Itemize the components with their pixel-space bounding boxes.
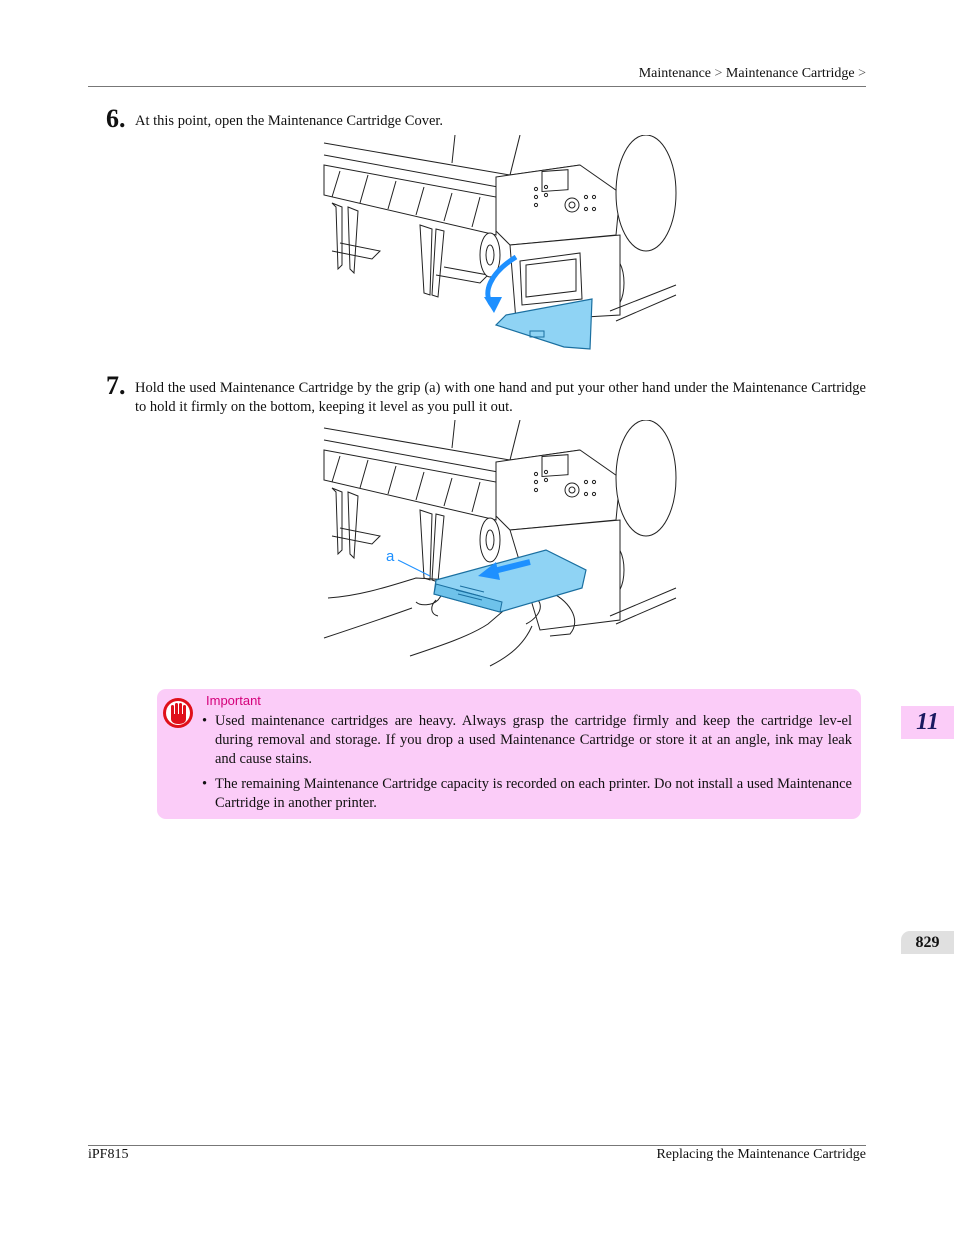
footer-rule [88, 1145, 866, 1146]
callout-label: a [386, 548, 395, 565]
step-text: Hold the used Maintenance Cartridge by the grip (a) with one hand and put your other hand under the Maintenance Cartridge to hold it firmly on the bottom, keeping it level as you pull it out. [135, 380, 866, 415]
stop-hand-icon [162, 697, 194, 729]
breadcrumb-item[interactable]: Maintenance [638, 66, 712, 81]
page-number-tab: 829 [901, 931, 954, 954]
header-rule [88, 86, 866, 87]
footer-model: iPF815 [88, 1147, 129, 1162]
step-text: At this point, open the Maintenance Cartridge Cover. [135, 113, 444, 129]
breadcrumb-separator: > [858, 66, 866, 81]
cartridge-removal-figure [320, 420, 682, 675]
breadcrumb [600, 66, 866, 82]
important-list [202, 712, 852, 819]
step-number: 7. [106, 371, 126, 400]
important-label: Important [206, 693, 261, 708]
breadcrumb-separator: > [714, 66, 723, 81]
important-item: • Used maintenance cartridges are heavy. Always grasp the cartridge firmly and keep the cartridge lev-el during removal and storage. If you drop a used Maintenance Cartridge or store it at an angle, ink may leak and cause stains. [202, 712, 852, 769]
step-number: 6. [106, 104, 126, 133]
breadcrumb-item[interactable]: Maintenance Cartridge [725, 66, 855, 81]
footer-section-title: Replacing the Maintenance Cartridge [656, 1147, 866, 1162]
printer-cover-open-figure [320, 135, 682, 355]
important-item: • The remaining Maintenance Cartridge capacity is recorded on each printer. Do not install a used Maintenance Cartridge in another printer. [202, 775, 852, 813]
chapter-tab[interactable]: 11 [901, 706, 954, 739]
